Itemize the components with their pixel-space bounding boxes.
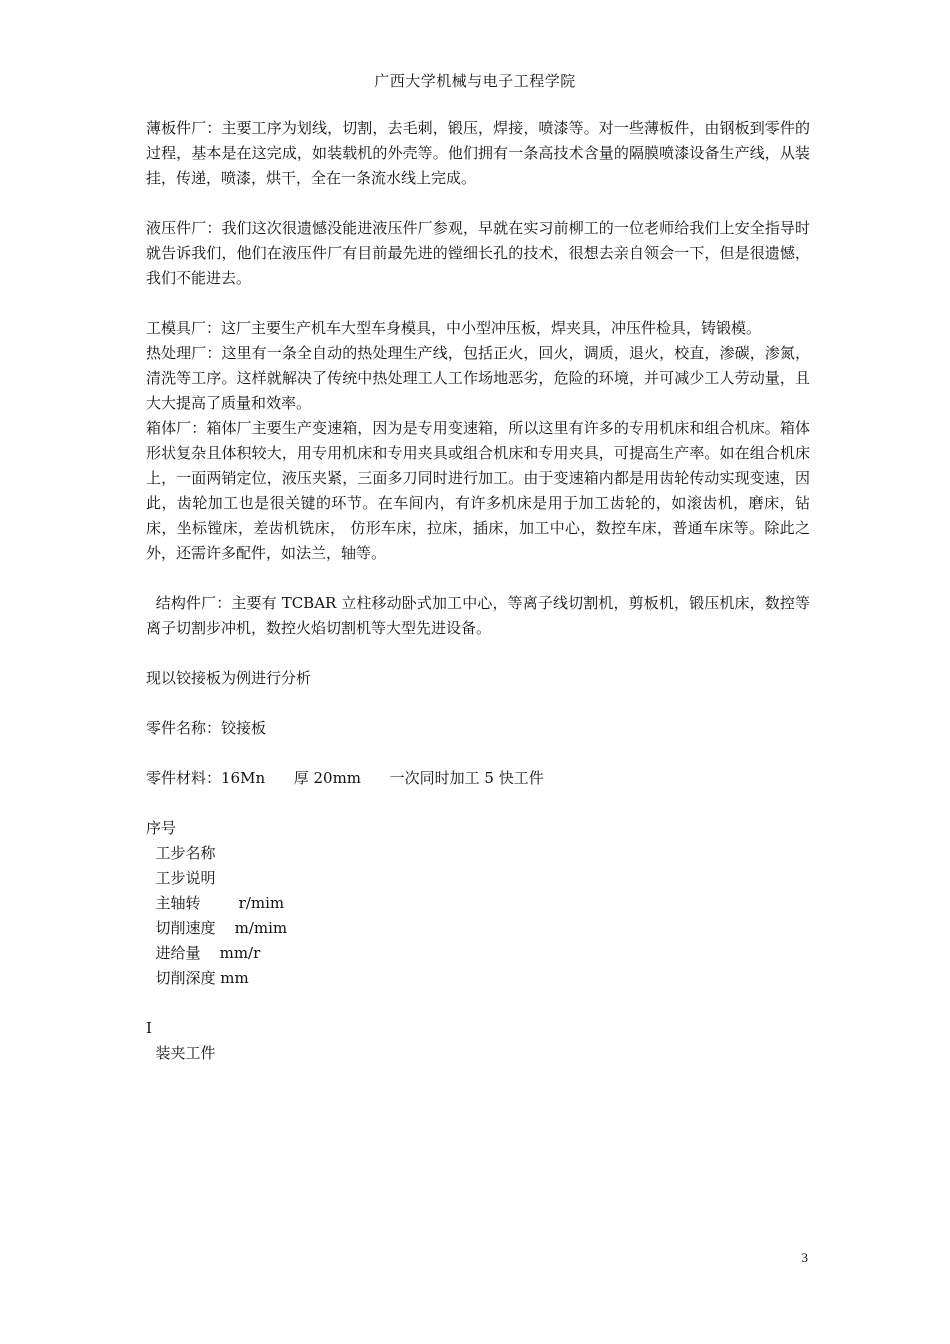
table-header-spindle-speed: 主轴转 r/mim xyxy=(146,894,285,912)
part-name: 零件名称：铰接板 xyxy=(146,719,267,737)
table-header-step-name: 工步名称 xyxy=(146,844,216,862)
paragraph-thin-plate-factory: 薄板件厂：主要工序为划线，切割，去毛刺，锻压，焊接，喷漆等。对一些薄板件，由钢板到零件的过程，基本是在这完成，如装载机的外壳等。他们拥有一条高技术含量的隔膜喷漆设备生产线，从装挂，传递，喷漆，烘干，全在一条流水线上完成。 xyxy=(146,119,810,187)
table-header-cutting-speed: 切削速度 m/mim xyxy=(146,919,288,937)
table-header-step-desc: 工步说明 xyxy=(146,869,216,887)
page-number: 3 xyxy=(801,1250,808,1265)
table-header-cut-depth: 切削深度 mm xyxy=(146,969,249,987)
table-header-seq: 序号 xyxy=(146,819,177,837)
paragraph-structural-factory: 结构件厂：主要有 TCBAR 立柱移动卧式加工中心，等离子线切割机，剪板机，锻压机床，数控等离子切割步冲机，数控火焰切割机等大型先进设备。 xyxy=(146,594,810,637)
paragraph-hydraulic-factory: 液压件厂：我们这次很遗憾没能进液压件厂参观，早就在实习前柳工的一位老师给我们上安全指导时就告诉我们，他们在液压件厂有目前最先进的镗细长孔的技术，很想去亲自领会一下，但是很遗憾，我们不能进去。 xyxy=(146,219,810,287)
page-header: 广西大学机械与电子工程学院 xyxy=(374,72,576,90)
analysis-intro: 现以铰接板为例进行分析 xyxy=(146,669,312,687)
part-material: 零件材料：16Mn 厚 20mm 一次同时加工 5 快工件 xyxy=(146,769,544,787)
table-row-step-name: 装夹工件 xyxy=(146,1044,216,1062)
table-row-seq: I xyxy=(146,1019,152,1037)
paragraph-gearbox-factory: 箱体厂：箱体厂主要生产变速箱，因为是专用变速箱，所以这里有许多的专用机床和组合机床。箱体形状复杂且体积较大，用专用机床和专用夹具或组合机床和专用夹具，可提高生产率。如在组合机床上，一面两销定位，液压夹紧，三面多刀同时进行加工。由于变速箱内都是用齿轮传动实现变速，因此，齿轮加工也是很关键的环节。在车间内，有许多机床是用于加工齿轮的，如滚齿机，磨床，钻床，坐标镗床，差齿机铣床， 仿形车床，拉床，插床，加工中心，数控车床，普通车床等。除此之外，还需许多配件，如法兰，轴等。 xyxy=(146,419,810,562)
page-content xyxy=(146,116,810,1066)
paragraph-heat-treatment-factory: 热处理厂：这里有一条全自动的热处理生产线，包括正火，回火，调质，退火，校直，渗碳，渗氮，清洗等工序。这样就解决了传统中热处理工人工作场地恶劣，危险的环境，并可减少工人劳动量，且大大提高了质量和效率。 xyxy=(146,344,810,412)
paragraph-tooling-factory: 工模具厂：这厂主要生产机车大型车身模具，中小型冲压板，焊夹具，冲压件检具，铸锻模。 xyxy=(146,319,762,337)
table-header-feed: 进给量 mm/r xyxy=(146,944,261,962)
